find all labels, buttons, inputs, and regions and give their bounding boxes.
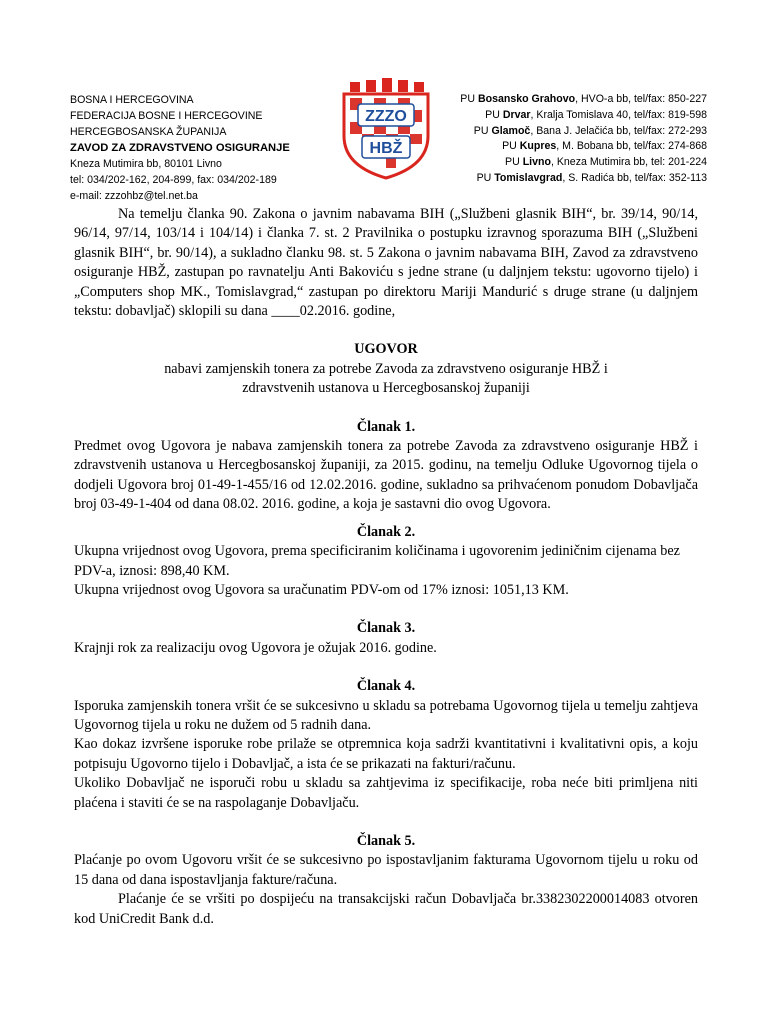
branch-office: PU Livno, Kneza Mutimira bb, tel: 201-224 <box>505 156 707 169</box>
article-4-text: Ukoliko Dobavljač ne isporuči robu u skladu sa zahtjevima iz specifikacije, roba neće biti primljena niti plaćena i staviti će se na raspolaganje Dobavljaču. <box>74 775 698 811</box>
header-country: BOSNA I HERCEGOVINA <box>70 94 194 106</box>
branch-office: PU Bosansko Grahovo, HVO-a bb, tel/fax: 850-227 <box>460 93 707 105</box>
article-1-text: Predmet ovog Ugovora je nabava zamjenskih tonera za potrebe Zavoda za zdravstveno osiguranje HBŽ i zdravstvenih ustanova u Hercegbosanskoj županiji, za 2015. godinu, na temelju Odluke Ugovornog tijela o dodjeli Ugovora broj 01-49-1-455/16 od 12.02.2016. godine, sukladno sa prihvaćenom ponudom Dobavljača broj 03-49-1-404 od dana 08.02. 2016. godine, a koja je sastavni dio ovog Ugovora. <box>74 438 698 513</box>
contract-title: UGOVOR <box>354 341 418 358</box>
article-4-heading: Članak 4. <box>356 678 416 695</box>
article-2-heading: Članak 2. <box>356 523 416 540</box>
branch-offices <box>407 92 707 187</box>
logo-bottom-text: HBŽ <box>369 140 403 157</box>
article-2-text: Ukupna vrijednost ovog Ugovora, prema specificiranim količinama i ugovorenim jediničnim cijenama bez PDV-a, iznosi: 898,40 KM. <box>74 543 680 579</box>
header-phone: tel: 034/202-162, 204-899, fax: 034/202-189 <box>70 174 277 186</box>
article-3-heading: Članak 3. <box>356 620 416 637</box>
logo-top-text: ZZZO <box>365 108 407 125</box>
contract-subtitle: nabavi zamjenskih tonera za potrebe Zavoda za zdravstveno osiguranje HBŽ i zdravstvenih ustanova u Hercegbosanskoj županiji <box>164 360 608 397</box>
branch-office: PU Kupres, M. Bobana bb, tel/fax: 274-868 <box>502 140 707 153</box>
article-5-text: Plaćanje će se vršiti po dospijeću na transakcijski račun Dobavljača br.3382302200014083 otvoren kod UniCredit Bank d.d. <box>74 891 698 927</box>
header-address: Kneza Mutimira bb, 80101 Livno <box>70 158 222 170</box>
article-5-heading: Članak 5. <box>356 832 416 849</box>
header-canton: HERCEGBOSANSKA ŽUPANIJA <box>70 126 227 138</box>
article-1-heading: Članak 1. <box>356 418 416 435</box>
header-email: e-mail: zzzohbz@tel.net.ba <box>70 190 198 202</box>
institution-header <box>70 92 350 204</box>
intro-paragraph: Na temelju članka 90. Zakona o javnim nabavama BIH („Službeni glasnik BIH“, br. 39/14, 90/14, 96/14, 97/14, 103/14 i 104/14) i članka 7. st. 2 Pravilnika o postupku izravnog sporazuma BIH („Službeni glasnik BIH“, br. 90/14), a sukladno članku 98. st. 5 Zakona o javnim nabavama BIH, Zavod za zdravstveno osiguranje HBŽ, zastupan po ravnatelju Anti Bakoviću s jedne strane (u daljnjem tekstu: ugovorno tijelo) i „Computers shop MK., Tomislavgrad,“ zastupan po direktoru Mariji Mandurić s druge strane (u daljnjem tekstu: dobavljač) sklopili su dana ____02.2016. godine, <box>74 206 698 320</box>
article-4-text: Isporuka zamjenskih tonera vršit će se sukcesivno u skladu sa potrebama Ugovornog tijela u temelju zahtjeva Ugovornog tijela u roku ne dužem od 5 radnih dana. <box>74 697 698 733</box>
article-3-text: Krajnji rok za realizaciju ovog Ugovora je ožujak 2016. godine. <box>74 639 437 656</box>
branch-office: PU Glamoč, Bana J. Jelačića bb, tel/fax: 272-293 <box>473 124 707 137</box>
article-5-text: Plaćanje po ovom Ugovoru vršit će se sukcesivno po ispostavljanim fakturama Ugovornom tijelu u roku od 15 dana od dana ispostavljanja fakture/računa. <box>74 852 698 888</box>
contract-body <box>74 205 698 929</box>
header-federation: FEDERACIJA BOSNE I HERCEGOVINE <box>70 110 263 122</box>
branch-office: PU Drvar, Kralja Tomislava 40, tel/fax: 819-598 <box>485 108 707 121</box>
header-institution-name: ZAVOD ZA ZDRAVSTVENO OSIGURANJE <box>70 142 290 154</box>
branch-office: PU Tomislavgrad, S. Radića bb, tel/fax: 352-113 <box>476 171 707 184</box>
article-2-text: Ukupna vrijednost ovog Ugovora sa uračunatim PDV-om od 17% iznosi: 1051,13 KM. <box>74 581 569 598</box>
article-4-text: Kao dokaz izvršene isporuke robe prilaže se otpremnica koja sadrži kvantitativni i kvalitativni opis, a koju potpisuju Ugovorno tijelo i Dobavljač, a ista će se prikazati na fakturi/računu. <box>74 736 698 772</box>
